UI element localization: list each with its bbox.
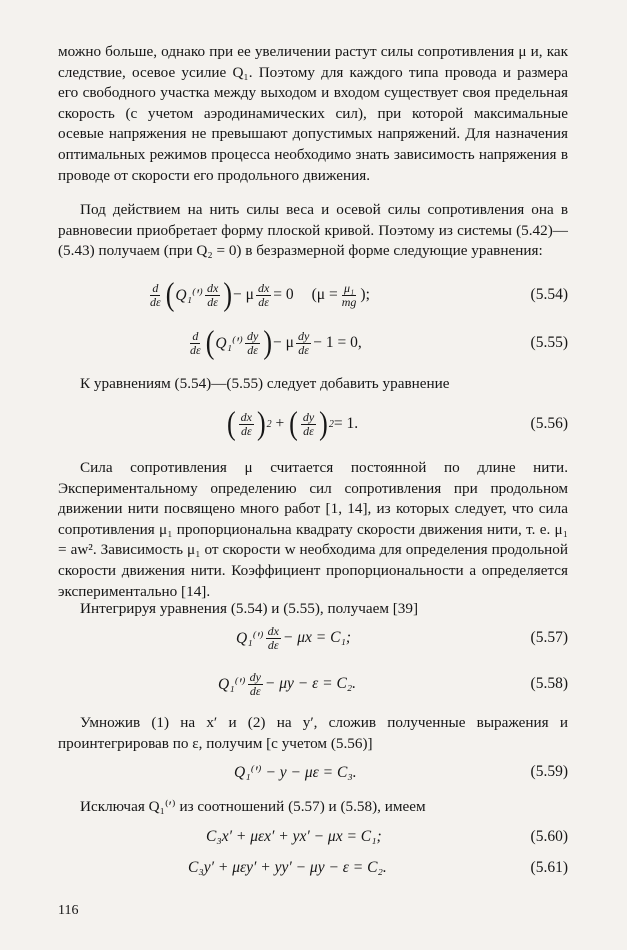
equation-5-54: $\frac{d}{d\varepsilon}$ ( Q₁⁽′⁾ $\frac{dx}{d\varepsilon}$ ) − μ $\frac{dx}{d\varepsilon}$ = 0 (μ = $\frac{\text{μ₁}}{mg}$ ); (5.54) xyxy=(150,276,568,313)
paragraph-7: Исключая Q₁⁽′⁾ из соотношений (5.57) и (5.58), имеем xyxy=(80,798,426,815)
paragraph-4: Сила сопротивления μ считается постоянной по длине нити. Экспериментальному определению сил сопротивления при продольном движении нити посвящено много работ [1, 14], из которых следует, что сила сопротивления μ₁ пропорциональна квадрату скорости движения нити, т. е. μ₁ = aw². Зависимость μ₁ от скорости w необходима для определения продольной скорости движения нити. Коэффициент пропорциональности a определяется экспериментально [14]. xyxy=(58,459,568,600)
equation-number: (5.57) xyxy=(530,629,568,646)
equation-number: (5.60) xyxy=(530,828,568,845)
equation-number: (5.59) xyxy=(530,763,568,780)
paragraph-5: Интегрируя уравнения (5.54) и (5.55), получаем [39] xyxy=(80,600,419,617)
page-number: 116 xyxy=(58,903,79,918)
equation-5-60: C₃x′ + μεx′ + yx′ − μx = C₁; (5.60) xyxy=(58,819,568,855)
equation-5-61: C₃y′ + μεy′ + yy′ − μy − ε = C₂. (5.61) xyxy=(58,850,568,886)
equation-5-55: $\frac{d}{d\varepsilon}$ ( Q₁⁽′⁾ $\frac{dy}{d\varepsilon}$ ) − μ $\frac{dy}{d\varepsilon}$ − 1 = 0, (5.55) xyxy=(190,324,568,361)
paragraph-3: К уравнениям (5.54)—(5.55) следует добавить уравнение xyxy=(80,375,450,392)
equation-5-59: Q₁⁽′⁾ − y − με = C₃. (5.59) xyxy=(58,754,568,790)
equation-5-56: ( $\frac{dx}{d\varepsilon}$ ) 2 + ( $\frac{dy}{d\varepsilon}$ ) 2 = 1. (5.56) xyxy=(227,405,568,442)
equation-number: (5.54) xyxy=(530,286,568,303)
equation-number: (5.61) xyxy=(530,859,568,876)
paragraph-1: можно больше, однако при ее увеличении растут силы сопротивления μ и, как следствие, осевое усилие Q₁. Поэтому для каждого типа провода и размера его свободного участка между выходом и входом существует своя предельная скорость (с учетом аэродинамических сил), при которой максимальные осевые напряжения не превышают допустимых напряжений. Для назначения оптимальных режимов процесса необходимо знать зависимость напряжения в проводе от скорости его продольного движения. xyxy=(58,43,568,184)
paragraph-2: Под действием на нить силы веса и осевой силы сопротивления она в равновесии приобретает форму плоской кривой. Поэтому из системы (5.42)—(5.43) получаем (при Q₂ = 0) в безразмерной форме следующие уравнения: xyxy=(58,201,568,260)
equation-number: (5.58) xyxy=(530,675,568,692)
equation-number: (5.55) xyxy=(530,334,568,351)
equation-5-57: Q₁⁽′⁾ $\frac{dx}{d\varepsilon}$ − μx = C₁; (5.57) xyxy=(58,620,568,656)
equation-number: (5.56) xyxy=(530,415,568,432)
equation-5-58: Q₁⁽′⁾ $\frac{dy}{d\varepsilon}$ − μy − ε = C₂. (5.58) xyxy=(58,666,568,702)
paragraph-6: Умножив (1) на x′ и (2) на y′, сложив полученные выражения и проинтегрировав по ε, получим [с учетом (5.56)] xyxy=(58,714,568,752)
